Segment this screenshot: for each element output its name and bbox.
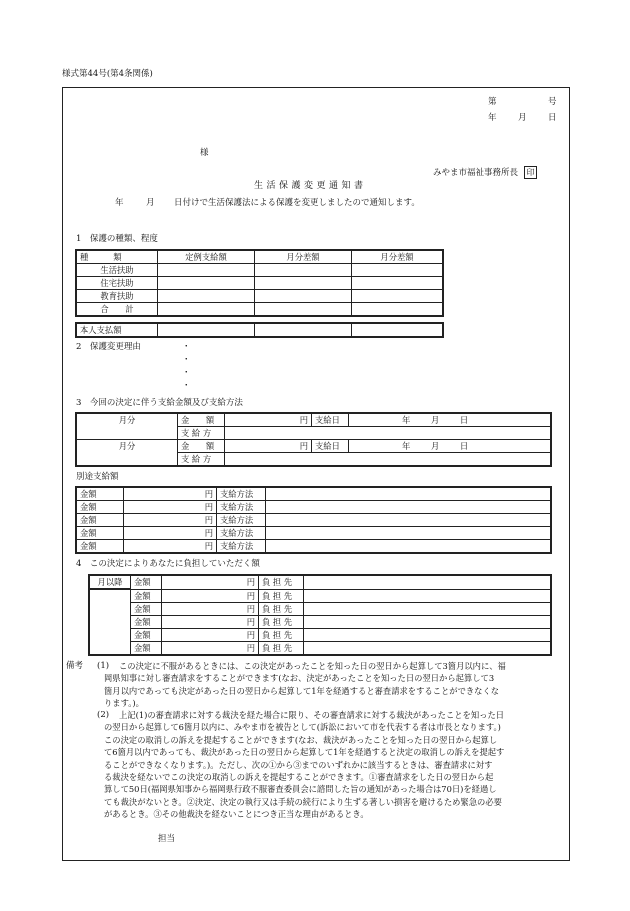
burden-yen: 円: [162, 615, 259, 628]
sep-method-label: 支給方法: [217, 540, 266, 554]
row-total: 合 計: [76, 303, 158, 317]
section2-heading: 2 保護変更理由: [76, 342, 141, 352]
sep-amount-label: 金額: [76, 540, 124, 554]
yen-2: 円: [225, 440, 312, 453]
burden-yen: 円: [162, 628, 259, 641]
date-month: 月: [518, 113, 527, 123]
sep-amount-label: 金額: [76, 514, 124, 527]
personal-payment-table: [75, 322, 444, 338]
sep-amount-label: 金額: [76, 527, 124, 540]
col-regular: 定例支給額: [158, 250, 255, 264]
reason-bullet: ・: [182, 368, 191, 378]
note1-line: ります。)。: [104, 698, 144, 709]
col-diff-1: 月分差額: [255, 250, 352, 264]
sep-amount-label: 金額: [76, 487, 124, 501]
amount-label-1: 金 額: [178, 413, 225, 427]
note2-line: 算して50日(福岡県知事から福岡県行政不服審査委員会に諮問した旨の通知があった場合は70日)を経過し: [104, 784, 497, 795]
burden-amount-label: 金額: [131, 615, 162, 628]
section3-heading: 3 今回の決定に伴う支給金額及び支給方法: [76, 398, 243, 408]
sep-yen: 円: [124, 540, 217, 554]
pay-month-1: 月: [430, 415, 440, 425]
burden-yen: 円: [162, 575, 259, 589]
pay-month-2: 月: [430, 441, 440, 451]
staff-label: 担当: [158, 834, 176, 844]
sep-yen: 円: [124, 514, 217, 527]
method-label-2: 支 給 方: [178, 453, 225, 467]
note2-line: ても裁決がないとき。②決定、決定の執行又は手続の続行により生ずる著しい損害を避けるため緊急の必要: [104, 796, 502, 807]
number-label: 第: [488, 97, 497, 107]
note2-line: があるとき。③その他裁決を経ないことにつき正当な理由があるとき。: [104, 809, 369, 820]
note2-line: て6箇月以内であっても、裁決があった日の翌日から起算して1年を経過すると決定の取消しの訴えを提起す: [104, 747, 505, 758]
note2-line: る裁決を経ないでこの決定の取消しの訴えを提起することができます。①審査請求をした日の翌日から起: [104, 772, 494, 783]
burden-amount-label: 金額: [131, 589, 162, 602]
burden-amount-label: 金額: [131, 641, 162, 655]
sep-method-label: 支給方法: [217, 527, 266, 540]
payee-label: 負 担 先: [259, 602, 304, 615]
note1-line: 岡県知事に対し審査請求をすることができます(なお、決定があったことを知った日の翌日から起算して3: [104, 673, 495, 684]
payee-label: 負 担 先: [259, 641, 304, 655]
reason-bullet: ・: [182, 381, 191, 391]
form-id: 様式第44号(第4条関係): [62, 69, 153, 79]
burden-yen: 円: [162, 641, 259, 655]
row-education: 教育扶助: [76, 290, 158, 303]
issuer: [433, 166, 537, 179]
pay-day-2: 日: [459, 441, 469, 451]
burden-amount-label: 金額: [131, 602, 162, 615]
burden-table: [88, 574, 552, 656]
pay-date-label-2: 支給日: [312, 440, 349, 453]
personal-payment-label: 本人支払額: [76, 323, 158, 337]
row-living: 生活扶助: [76, 264, 158, 277]
separate-heading: 別途支給額: [76, 472, 119, 482]
note2-line: ることができなくなります。)。ただし、次の①から③までのいずれかに該当するときは、審査請求に対す: [104, 759, 493, 770]
payment-table: [75, 412, 552, 467]
payee-label: 負 担 先: [259, 575, 304, 589]
sep-method-label: 支給方法: [217, 487, 266, 501]
issuer-name: みやま市福祉事務所長: [433, 168, 519, 178]
separate-table: [75, 486, 552, 554]
sep-method-label: 支給方法: [217, 514, 266, 527]
row-housing: 住宅扶助: [76, 277, 158, 290]
sep-method-label: 支給方法: [217, 501, 266, 514]
note1-line: 箇月以内であっても決定があった日の翌日から起算して1年を経過すると審査請求をすることができなくな: [104, 685, 500, 696]
pay-date-label-1: 支給日: [312, 413, 349, 427]
method-label-1: 支 給 方: [178, 427, 225, 440]
note1-text: [104, 660, 556, 710]
pay-year-1: 年: [402, 415, 411, 425]
intro-month: 月: [146, 198, 155, 208]
benefit-table: [75, 249, 444, 317]
note1-number: (1): [97, 661, 110, 671]
reason-bullet: ・: [182, 355, 191, 365]
seal-icon: 印: [524, 166, 537, 179]
note2-line: 上記(1)の審査請求に対する裁決を経た場合に限り、その審査請求に対する裁決があったことを知った日: [119, 710, 505, 720]
number-suffix: 号: [548, 97, 557, 107]
burden-amount-label: 金額: [131, 628, 162, 641]
col-diff-2: 月分差額: [352, 250, 444, 264]
date-day: 日: [548, 113, 557, 123]
note2-line: の翌日から起算して6箇月以内に、みやま市を被告として(訴訟において市を代表する者は市長となります。): [104, 722, 501, 733]
intro-year: 年: [115, 198, 124, 208]
sep-yen: 円: [124, 501, 217, 514]
col-type: 種 類: [76, 250, 158, 264]
note2-text: [104, 709, 556, 821]
payment-month-1: 月分: [76, 413, 178, 440]
payee-label: 負 担 先: [259, 628, 304, 641]
payee-label: 負 担 先: [259, 615, 304, 628]
payee-label: 負 担 先: [259, 589, 304, 602]
note2-number: (2): [97, 710, 110, 720]
section1-heading: 1 保護の種類、程度: [76, 234, 158, 244]
sep-yen: 円: [124, 487, 217, 501]
from-label: 月以降: [89, 575, 131, 589]
addressee-suffix: 様: [200, 148, 209, 158]
burden-yen: 円: [162, 602, 259, 615]
amount-label-2: 金 額: [178, 440, 225, 453]
pay-day-1: 日: [459, 415, 469, 425]
notes-label: 備考: [66, 661, 84, 671]
section4-heading: 4 この決定によりあなたに負担していただく額: [76, 559, 260, 569]
note2-line: この決定の取消しの訴えを提起することができます(なお、裁決があったことを知った日の翌日から起算し: [104, 734, 498, 745]
sep-amount-label: 金額: [76, 501, 124, 514]
pay-year-2: 年: [402, 441, 411, 451]
date-year: 年: [488, 113, 497, 123]
payment-month-2: 月分: [76, 440, 178, 467]
yen-1: 円: [225, 413, 312, 427]
burden-amount-label: 金額: [131, 575, 162, 589]
document-title: 生活保護変更通知書: [254, 181, 367, 191]
sep-yen: 円: [124, 527, 217, 540]
burden-yen: 円: [162, 589, 259, 602]
intro-text: 日付けで生活保護法による保護を変更しましたので通知します。: [174, 198, 420, 208]
reason-bullet: ・: [182, 342, 191, 352]
note1-line: この決定に不服があるときには、この決定があったことを知った日の翌日から起算して3箇月以内に、福: [119, 661, 506, 671]
